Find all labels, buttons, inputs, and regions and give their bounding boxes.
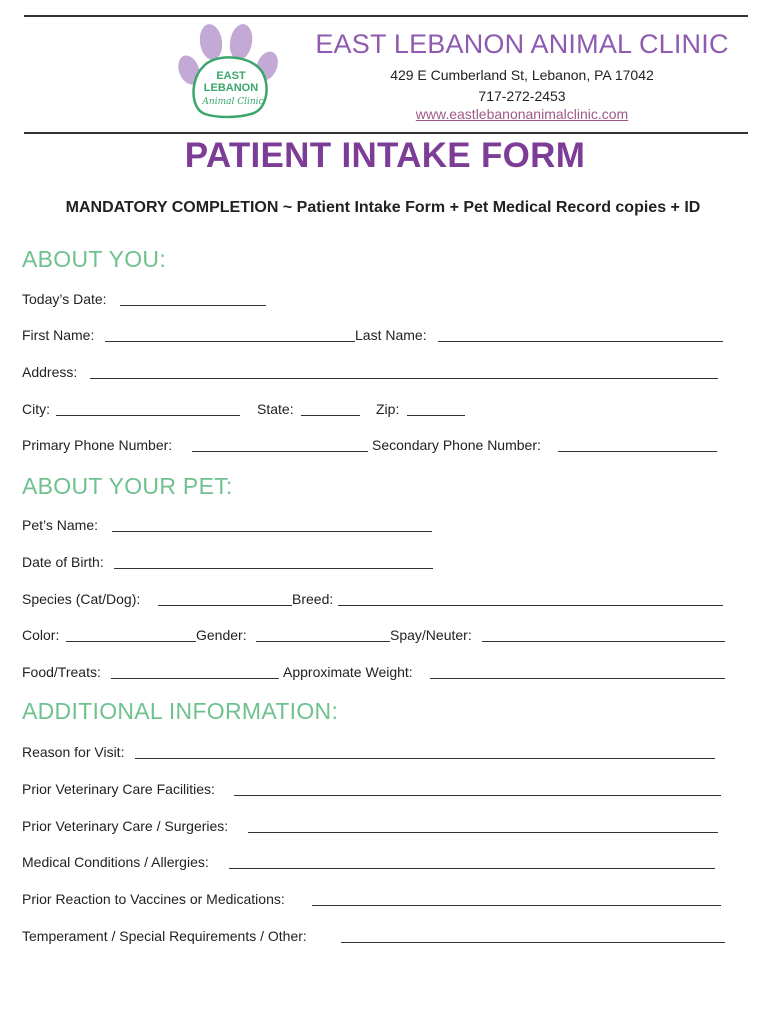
- todays-date-field[interactable]: [120, 305, 266, 306]
- dob-label: Date of Birth:: [22, 554, 104, 570]
- last-name-field[interactable]: [438, 341, 723, 342]
- address-label: Address:: [22, 364, 78, 380]
- species-field[interactable]: [158, 605, 292, 606]
- prior-surgeries-row: [22, 816, 732, 836]
- weight-label: Approximate Weight:: [283, 664, 413, 680]
- section-about-pet: ABOUT YOUR PET:: [22, 473, 233, 499]
- conditions-label: Medical Conditions / Allergies:: [22, 854, 209, 870]
- mandatory-notice: MANDATORY COMPLETION ~ Patient Intake Form + Pet Medical Record copies + ID: [65, 199, 701, 216]
- prior-surgeries-label: Prior Veterinary Care / Surgeries:: [22, 818, 229, 834]
- spay-neuter-label: Spay/Neuter:: [390, 627, 472, 643]
- pet-name-row: [22, 515, 442, 535]
- clinic-address: 429 E Cumberland St, Lebanon, PA 17042: [390, 67, 654, 83]
- clinic-phone: 717-272-2453: [478, 88, 566, 104]
- clinic-name: EAST LEBANON ANIMAL CLINIC: [315, 29, 729, 59]
- paw-toe-2: [227, 22, 255, 61]
- secondary-phone-field[interactable]: [558, 451, 717, 452]
- reactions-label: Prior Reaction to Vaccines or Medications:: [22, 891, 285, 907]
- breed-field[interactable]: [338, 605, 723, 606]
- first-name-label: First Name:: [22, 327, 95, 343]
- prior-facilities-label: Prior Veterinary Care Facilities:: [22, 781, 215, 797]
- reactions-field[interactable]: [312, 905, 721, 906]
- spay-neuter-field[interactable]: [482, 641, 725, 642]
- conditions-row: [22, 852, 732, 872]
- city-label: City:: [22, 401, 50, 417]
- dob-row: [22, 552, 442, 572]
- reactions-row: [22, 889, 732, 909]
- gender-label: Gender:: [196, 627, 247, 643]
- breed-label: Breed:: [292, 591, 334, 607]
- temperament-label: Temperament / Special Requirements / Other:: [22, 928, 307, 944]
- form-title: PATIENT INTAKE FORM: [184, 136, 586, 175]
- clinic-website-link[interactable]: www.eastlebanonanimalclinic.com: [415, 106, 629, 122]
- species-label: Species (Cat/Dog):: [22, 591, 141, 607]
- prior-facilities-row: [22, 779, 732, 799]
- temperament-field[interactable]: [341, 942, 725, 943]
- paw-logo: [175, 22, 291, 122]
- phone-row: [22, 435, 732, 455]
- top-divider: [24, 15, 748, 17]
- dob-field[interactable]: [114, 568, 433, 569]
- state-label: State:: [257, 401, 294, 417]
- color-label: Color:: [22, 627, 60, 643]
- pet-name-label: Pet’s Name:: [22, 517, 98, 533]
- address-field[interactable]: [90, 378, 718, 379]
- primary-phone-label: Primary Phone Number:: [22, 437, 173, 453]
- address-row: [22, 362, 732, 382]
- todays-date-row: [22, 289, 282, 309]
- logo-text-line1: EAST: [216, 70, 246, 82]
- last-name-label: Last Name:: [355, 327, 427, 343]
- temperament-row: [22, 926, 732, 946]
- color-field[interactable]: [66, 641, 196, 642]
- first-name-field[interactable]: [105, 341, 355, 342]
- prior-surgeries-field[interactable]: [248, 832, 718, 833]
- pet-name-field[interactable]: [112, 531, 432, 532]
- secondary-phone-label: Secondary Phone Number:: [372, 437, 541, 453]
- zip-label: Zip:: [376, 401, 400, 417]
- reason-label: Reason for Visit:: [22, 744, 125, 760]
- todays-date-label: Today’s Date:: [22, 291, 107, 307]
- state-field[interactable]: [301, 415, 360, 416]
- primary-phone-field[interactable]: [192, 451, 368, 452]
- reason-row: [22, 742, 732, 762]
- paw-toe-1: [198, 23, 225, 62]
- city-state-zip-row: [22, 399, 482, 419]
- city-field[interactable]: [56, 415, 240, 416]
- logo-text-line3: Animal Clinic: [202, 97, 264, 107]
- food-treats-field[interactable]: [111, 678, 279, 679]
- conditions-field[interactable]: [229, 868, 715, 869]
- reason-field[interactable]: [135, 758, 715, 759]
- food-weight-row: [22, 662, 732, 682]
- food-treats-label: Food/Treats:: [22, 664, 101, 680]
- zip-field[interactable]: [407, 415, 465, 416]
- species-breed-row: [22, 589, 732, 609]
- name-row: [22, 325, 732, 345]
- prior-facilities-field[interactable]: [234, 795, 721, 796]
- gender-field[interactable]: [256, 641, 390, 642]
- weight-field[interactable]: [430, 678, 725, 679]
- header-divider: [24, 132, 748, 134]
- section-additional-info: ADDITIONAL INFORMATION:: [22, 698, 339, 724]
- color-gender-spay-row: [22, 625, 732, 645]
- logo-text-line2: LEBANON: [203, 82, 259, 94]
- section-about-you: ABOUT YOU:: [22, 246, 167, 272]
